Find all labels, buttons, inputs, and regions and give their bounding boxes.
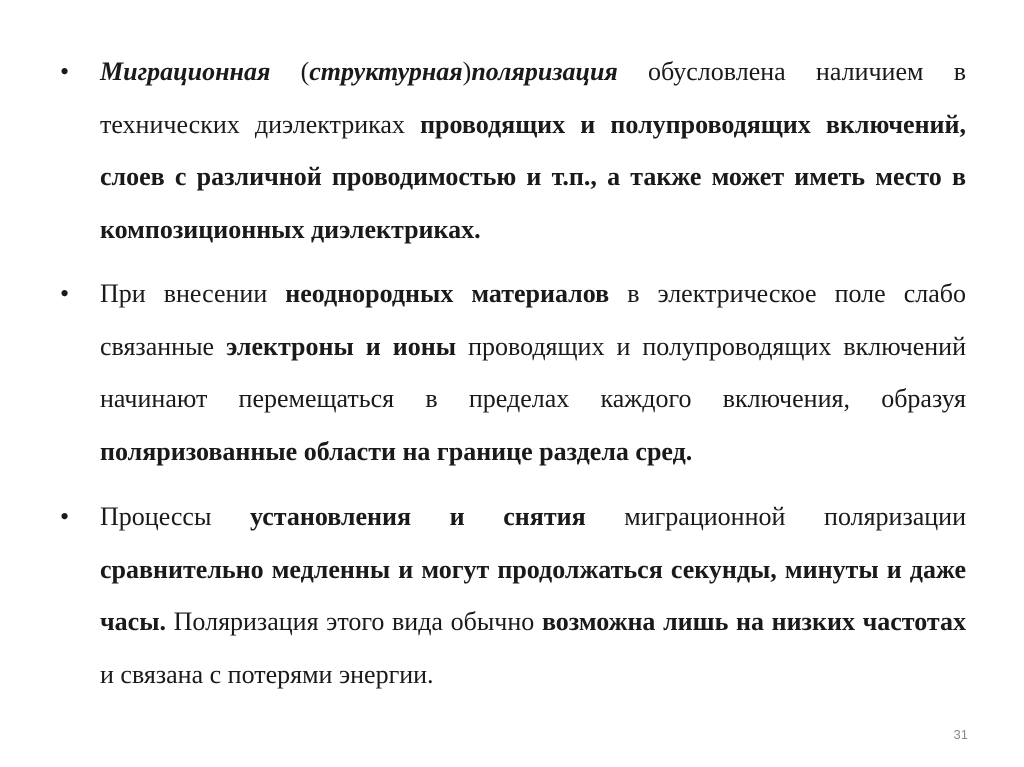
bullet-dot: • (60, 502, 70, 531)
text-segment: ) (462, 57, 472, 86)
text-segment: поляризованные области на границе раздела сред. (100, 436, 693, 466)
text-segment: электроны и ионы (226, 331, 457, 361)
text-segment: миграционной поляризации (585, 502, 966, 531)
text-segment: структурная (309, 57, 463, 86)
text-segment: поляризация (471, 57, 618, 86)
text-segment: сравнительно медленны и могут продолжаться секунды, минуты и даже часы. (100, 554, 966, 636)
text-segment: в электрическое поле слабо связанные (100, 279, 966, 361)
paragraph-text (100, 491, 966, 701)
text-segment: и связана с потерями энергии. (100, 659, 434, 689)
bullet-dot: • (60, 57, 70, 86)
text-segment: возможна лишь на низких частотах (541, 607, 966, 636)
text-segment: При внесении (100, 279, 286, 308)
text-segment: установления и снятия (250, 502, 586, 531)
text-segment: обусловлена наличием в технических диэлектриках (100, 57, 966, 139)
paragraph-text (100, 46, 966, 256)
text-segment: проводящих и полупроводящих включений начинают перемещаться в пределах каждого включения, образуя (100, 331, 966, 413)
text-segment: неоднородных материалов (285, 279, 610, 308)
text-segment: ( (270, 57, 310, 86)
page-number: 31 (953, 727, 968, 742)
paragraph-text (100, 268, 966, 478)
text-segment: Процессы (100, 502, 251, 531)
text-segment: Поляризация этого вида обычно (166, 607, 542, 636)
text-segment: Миграционная (100, 57, 271, 86)
text-segment: проводящих и полупроводящих включений, слоев с различной проводимостью и т.п., а также может иметь место в композиционных диэлектриках. (100, 109, 967, 244)
bullet-dot: • (60, 279, 70, 308)
